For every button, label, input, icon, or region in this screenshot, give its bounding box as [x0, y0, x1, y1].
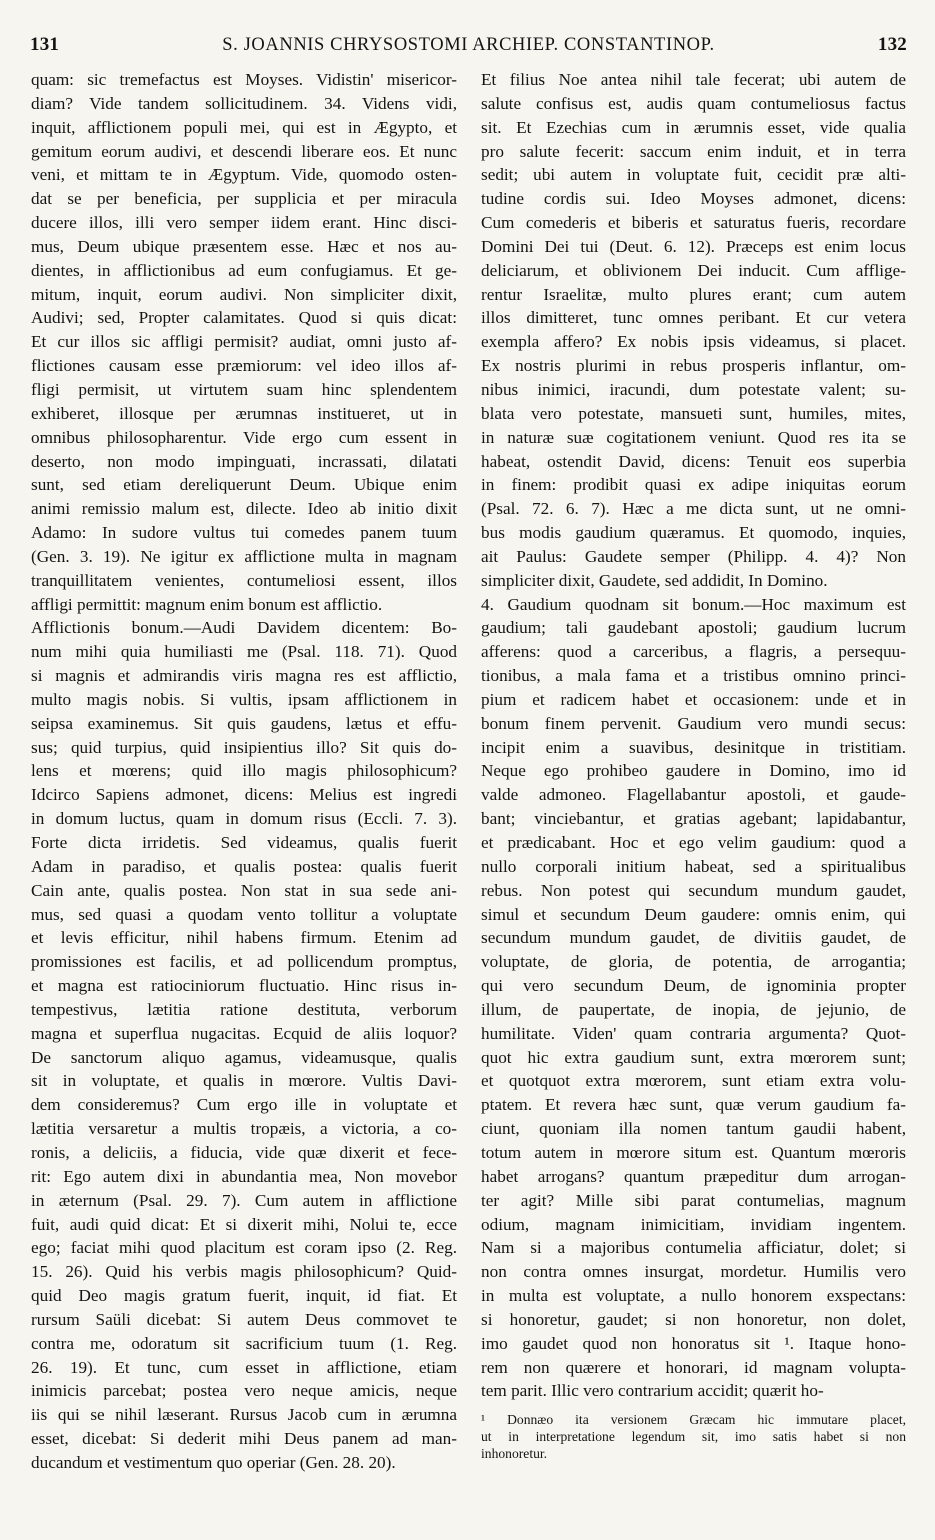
text-line: illos dimitteret, tunc omnes peribant. Et cur vetera: [481, 308, 906, 328]
text-line: veni, et mittam te in Ægyptum. Vide, quomodo osten-: [31, 165, 457, 185]
text-line: tem parit. Illic vero contrarium accidit; quærit ho-: [481, 1381, 824, 1401]
text-line: Neque ego prohibeo gaudere in Domino, imo id: [481, 761, 906, 781]
text-line: inimicis parcebat; postea vero neque amicis, neque: [31, 1381, 457, 1401]
text-line: seipsa examinemus. Sit quis gaudens, lætus et effu-: [31, 713, 457, 733]
text-line: flictiones causam esse præmiorum: vel ideo illos af-: [31, 356, 457, 376]
text-line: dem consideremus? Cum ergo ille in voluptate et: [31, 1095, 457, 1115]
text-line: ducandum et vestimentum quo operiar (Gen. 28. 20).: [31, 1452, 396, 1472]
text-line: diam? Vide tandem sollicitudinem. 34. Videns vidi,: [31, 93, 457, 113]
text-line: in æternum (Psal. 29. 7). Cum autem in afflictione: [31, 1190, 457, 1210]
text-line: et magna est ratiociniorum fluctuatio. Hinc risus in-: [31, 976, 457, 996]
text-line: inhonoretur.: [481, 1446, 548, 1461]
text-line: deliciarum, et oblivionem Dei inducit. Cum afflige-: [481, 260, 906, 280]
text-line: inquit, afflictionem populi mei, qui est in Ægypto, et: [31, 117, 457, 137]
text-line: ronis, a deliciis, a fiducia, vide quæ dixerit et fece-: [31, 1142, 457, 1162]
text-line: blata vero potestate, mansueti sunt, humiles, mites,: [481, 403, 906, 423]
text-line: dientes, in afflictionibus ad eum confugiamus. Et ge-: [31, 260, 457, 280]
text-line: animi remissio malum est, dilecte. Ideo ab initio dixit: [31, 499, 457, 519]
left-column: [31, 68, 457, 1475]
text-line: Adamo: In sudore vultus tui comedes panem tuum: [31, 523, 457, 543]
text-line: affligi permittit: magnum enim bonum est afflictio.: [31, 594, 383, 614]
text-line: multo magis nobis. Si vultis, ipsam afflictionem in: [31, 689, 457, 709]
text-line: simul et secundum Deum gaudere: omnis enim, qui: [481, 904, 906, 924]
text-line: exempla affero? Ex nobis ipsis videamus, si placet.: [481, 332, 906, 352]
text-line: sus; quid turpius, quid insipientius illo? Sit quis do-: [31, 737, 457, 757]
text-line: Afflictionis bonum.—Audi Davidem dicentem: Bo-: [31, 618, 457, 638]
text-line: totum autem in mœrore situm est. Quantum mœroris: [481, 1142, 906, 1162]
footnote: [481, 1411, 906, 1462]
text-line: tranquillitatem venientes, contumeliosi essent, illos: [31, 570, 457, 590]
text-line: ter agit? Mille sibi parat contumelias, magnum: [481, 1190, 906, 1210]
text-line: rit: Ego autem dixi in abundantia mea, Non movebor: [31, 1166, 457, 1186]
text-line: afferens: quod a carceribus, a flagris, a persequu-: [481, 642, 906, 662]
text-line: in domum luctus, quam in domum risus (Eccli. 7. 3).: [31, 809, 457, 829]
text-line: sedit; ubi autem in voluptate fuit, cecidit præ alti-: [481, 165, 906, 185]
text-line: et prædicabant. Hoc et ego velim gaudium: quod a: [481, 833, 906, 852]
text-line: ducere illos, illi vero semper iidem erant. Hinc disci-: [31, 213, 457, 233]
text-line: magna et superflua nugacitas. Ecquid de aliis loquor?: [31, 1023, 457, 1043]
text-line: Cum comederis et biberis et saturatus fueris, recordare: [481, 213, 906, 233]
text-line: in finem: prodibit quasi ex adipe iniquitas eorum: [481, 475, 906, 495]
text-line: si magnis et admirandis viris magna res est afflictio,: [31, 666, 457, 686]
text-line: Audivi; sed, Propter calamitates. Quod si quis dicat:: [31, 308, 457, 328]
text-line: ego; faciat mihi quod placitum est coram ipso (2. Reg.: [31, 1238, 457, 1258]
text-line: sit. Et Ezechias cum in ærumnis esset, vide qualia: [481, 117, 906, 137]
text-line: mus, Deum ubique præsentem esse. Hæc et nos au-: [31, 236, 457, 256]
text-line: voluptate, de gloria, de potentia, de arrogantia;: [481, 952, 906, 972]
text-line: (Gen. 3. 19). Ne igitur ex afflictione multa in magnam: [31, 546, 457, 566]
text-line: incipit enim a suavibus, desinitque in tristitiam.: [481, 737, 906, 757]
text-line: valde admoneo. Flagellabantur apostoli, et gaude-: [481, 785, 906, 805]
text-line: simpliciter dixit, Gaudete, sed addidit, In Domino.: [481, 570, 828, 590]
text-line: quid Deo magis gratum fuerit, inquit, id fiat. Et: [31, 1286, 457, 1306]
text-line: ait Paulus: Gaudete semper (Philipp. 4. 4)? Non: [481, 546, 906, 566]
text-line: quam: sic tremefactus est Moyses. Vidistin' misericor-: [31, 70, 457, 89]
running-title: S. JOANNIS CHRYSOSTOMI ARCHIEP. CONSTANTINOP.: [222, 35, 715, 55]
text-line: odium, magnam inimicitiam, invidiam ingentem.: [481, 1214, 906, 1234]
text-line: qui vero secundum Deum, de ignominia propter: [481, 976, 906, 996]
text-line: pro salute fecerit: saccum enim induit, et in terra: [481, 141, 906, 161]
text-line: tudine cordis sui. Ideo Moyses admonet, dicens:: [481, 189, 906, 209]
text-line: rebus. Non potest qui secundum mundum gaudet,: [481, 880, 906, 900]
right-column: [481, 68, 906, 1403]
text-line: et levis efficitur, nihil habens firmum. Etenim ad: [31, 928, 457, 948]
running-header: [30, 34, 907, 62]
text-line: dat se per beneficia, per supplicia et per miracula: [31, 189, 457, 209]
text-line: Et filius Noe antea nihil tale fecerat; ubi autem de: [481, 70, 906, 89]
text-line: lens et mœrens; quid illo magis philosophicum?: [31, 761, 457, 781]
text-line: rem non quærere et honorari, id magnam volupta-: [481, 1357, 906, 1377]
text-line: gemitum eorum audivi, et descendi liberare eos. Et nunc: [31, 141, 457, 161]
text-line: Cain ante, qualis postea. Non stat in sua sede ani-: [31, 880, 457, 900]
text-line: esset, dicebat: Si dederit mihi Deus panem ad man-: [31, 1429, 457, 1449]
text-line: sit in voluptate, et qualis in mœrore. Vultis Davi-: [31, 1071, 457, 1091]
text-line: rentur Israelitæ, multo plures erant; cum autem: [481, 284, 906, 304]
text-line: imo gaudet quod non honoratus sit ¹. Itaque hono-: [481, 1333, 906, 1353]
text-line: habeat, ostendit David, dicens: Tenuit eos superbia: [481, 451, 906, 471]
text-line: iis qui se nihil læserant. Rursus Jacob cum in ærumna: [31, 1405, 457, 1425]
text-line: humilitate. Viden' quam contraria argumenta? Quot-: [481, 1023, 906, 1043]
text-line: ciunt, quoniam illa nomen tantum gaudii habent,: [481, 1119, 906, 1139]
text-line: De sanctorum aliquo agamus, videamusque, qualis: [31, 1047, 457, 1067]
text-line: fuit, audi quid dicat: Et si dixerit mihi, Nolui te, ecce: [31, 1214, 457, 1234]
text-line: Idcirco Sapiens admonet, dicens: Melius est ingredi: [31, 785, 457, 805]
text-line: Domini Dei tui (Deut. 6. 12). Præceps est enim locus: [481, 236, 906, 256]
text-line: lætitia versaretur a multis tropæis, a victoria, a co-: [31, 1119, 457, 1139]
page-number-right: 132: [877, 34, 907, 55]
text-line: exhiberet, illosque per ærumnas institueret, ut in: [31, 403, 457, 423]
text-line: tionibus, a mala fama et a tristibus omnino princi-: [481, 666, 906, 686]
text-line: 4. Gaudium quodnam sit bonum.—Hoc maximum est: [481, 594, 906, 614]
text-line: fligi permisit, ut virtutem suam hinc splendentem: [31, 379, 457, 399]
text-line: bonum finem pervenit. Gaudium vero mundi secus:: [481, 713, 906, 733]
text-line: Nam si a majoribus contumelia afficiatur, dolet; si: [481, 1238, 906, 1258]
text-line: secundum mundum gaudet, de divitiis gaudet, de: [481, 928, 906, 948]
text-line: tempestivus, lætitia ratione destituta, verborum: [31, 999, 457, 1019]
text-line: nibus inimici, iracundi, dum potestate valent; su-: [481, 379, 906, 399]
text-line: in multa est voluptate, a nullo honorem exspectans:: [481, 1286, 906, 1306]
text-line: rursum Saüli dicebat: Si autem Deus commovet te: [31, 1309, 457, 1329]
text-line: omnibus philosopharentur. Vide ergo cum essent in: [31, 427, 457, 447]
text-line: Adam in paradiso, et qualis postea: qualis fuerit: [31, 856, 457, 876]
text-line: contra me, odoratum sit sacrificium tuum (1. Reg.: [31, 1333, 457, 1353]
text-line: ptatem. Et revera hæc sunt, quæ verum gaudium fa-: [481, 1095, 906, 1115]
text-line: in naturæ suæ cogitationem veniunt. Quod res ita se: [481, 427, 906, 447]
text-line: deserto, non modo impinguati, incrassati, dilatati: [31, 451, 457, 471]
text-line: salute confisus est, audis quam contumeliosus factus: [481, 93, 906, 113]
text-line: num mihi quia humiliasti me (Psal. 118. 71). Quod: [31, 642, 457, 662]
text-line: gaudium; tali gaudebant apostoli; gaudium lucrum: [481, 618, 906, 638]
text-line: Forte dicta irridetis. Sed videamus, qualis fuerit: [31, 833, 457, 852]
text-line: habet arrogans? quantum præpeditur dum arrogan-: [481, 1166, 906, 1186]
text-line: Et cur illos sic affligi permisit? audiat, omni justo af-: [31, 332, 457, 352]
text-line: et quotquot extra mœrorem, sunt etiam extra volu-: [481, 1071, 906, 1091]
text-line: bus modis gaudium quæramus. Et quomodo, inquies,: [481, 523, 906, 543]
text-line: ¹ Donnæo ita versionem Græcam hic immutare placet,: [481, 1412, 906, 1427]
text-line: si honoretur, gaudet; si non honoretur, non dolet,: [481, 1309, 906, 1329]
text-line: non contra omnes insurgat, mordetur. Humilis vero: [481, 1262, 906, 1282]
text-line: pium et radicem habet et occasionem: unde et in: [481, 689, 906, 709]
text-line: mus, sed quasi a quodam vento tollitur a voluptate: [31, 904, 457, 924]
text-line: mitum, inquit, eorum audivi. Non simpliciter dixit,: [31, 284, 457, 304]
text-line: promissiones est facilis, et ad pollicendum promptus,: [31, 952, 457, 972]
text-line: 15. 26). Quid his verbis magis philosophicum? Quid-: [31, 1262, 457, 1282]
text-line: sunt, sed etiam dereliquerunt Deum. Ubique enim: [31, 475, 457, 495]
text-line: illum, de paupertate, de inopia, de jejunio, de: [481, 999, 906, 1019]
text-line: nullo corporali initium habeat, sed a spiritualibus: [481, 856, 906, 876]
text-line: quot hic extra gaudium sunt, extra mœrorem sunt;: [481, 1047, 906, 1067]
text-line: bant; vinciebantur, et gratias agebant; lapidabantur,: [481, 809, 906, 829]
text-line: Ex nostris plurimi in rebus prosperis inflantur, om-: [481, 356, 906, 376]
text-line: (Psal. 72. 6. 7). Hæc a me dicta sunt, ut ne omni-: [481, 499, 906, 519]
page-number-left: 131: [30, 34, 60, 55]
text-line: ut in interpretatione legendum sit, imo satis habet si non: [481, 1429, 906, 1444]
text-line: 26. 19). Et tunc, cum esset in afflictione, etiam: [31, 1357, 457, 1377]
